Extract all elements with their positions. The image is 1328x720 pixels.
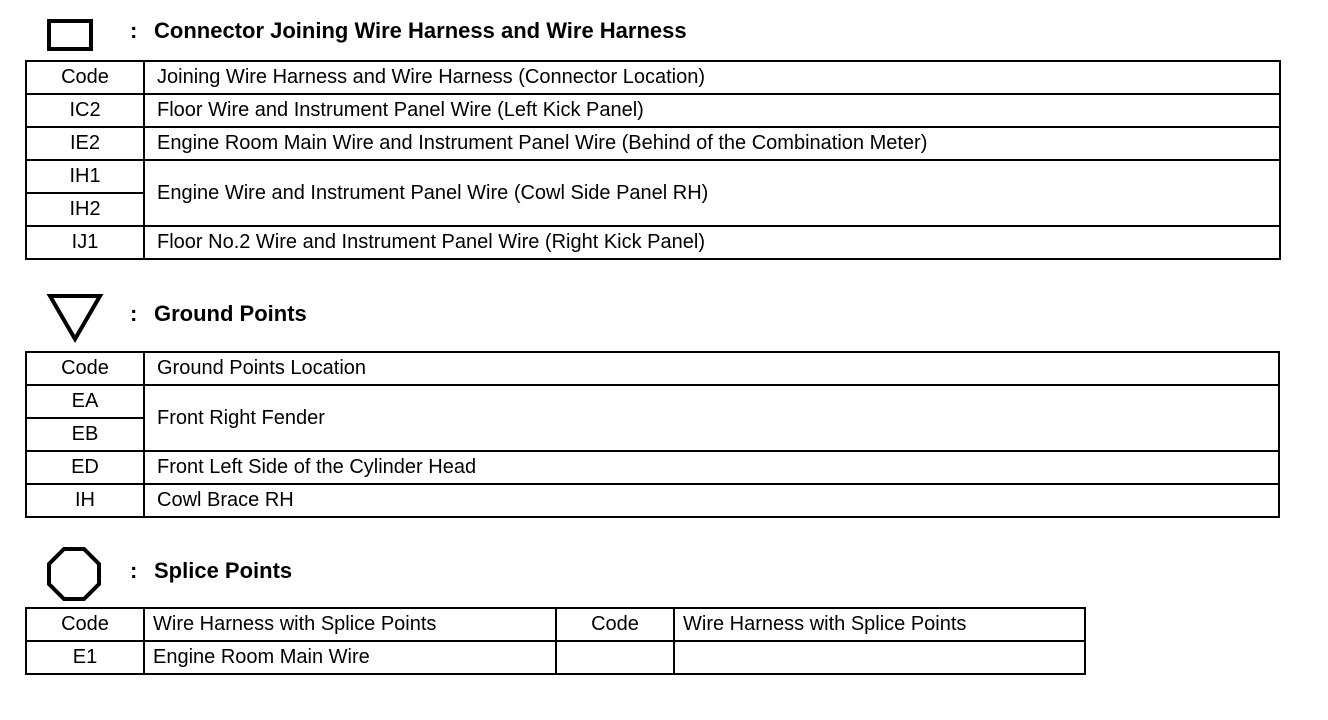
row-description: Front Right Fender [144,385,1279,451]
table-header-row [26,608,1085,641]
row-code: EB [26,418,144,451]
table-row [26,641,1085,674]
connector-square-icon [46,18,94,52]
table-row [26,484,1279,517]
row-description [674,641,1085,674]
table-row [26,94,1280,127]
ground-title-colon: : [130,301,138,326]
row-code: EA [26,385,144,418]
row-description: Engine Room Main Wire and Instrument Panel Wire (Behind of the Combination Meter) [144,127,1280,160]
row-code: IC2 [26,94,144,127]
header-description: Joining Wire Harness and Wire Harness (Connector Location) [144,61,1280,94]
splice-table [25,607,1086,675]
table-row [26,127,1280,160]
row-code [556,641,674,674]
splice-title-text: Splice Points [154,558,293,583]
connector-section-title [130,18,687,44]
header-code: Code [26,608,144,641]
header-code: Code [556,608,674,641]
splice-octagon-icon [46,546,102,602]
header-description: Ground Points Location [144,352,1279,385]
table-row [26,385,1279,418]
header-description: Wire Harness with Splice Points [674,608,1085,641]
table-row [26,160,1280,193]
splice-title-colon: : [130,558,138,583]
table-row [26,226,1280,259]
table-row [26,451,1279,484]
header-code: Code [26,352,144,385]
row-code: IJ1 [26,226,144,259]
header-code: Code [26,61,144,94]
header-description: Wire Harness with Splice Points [144,608,556,641]
connector-table [25,60,1281,260]
row-code: IH2 [26,193,144,226]
row-code: IH1 [26,160,144,193]
ground-section-title [130,301,307,327]
row-description: Engine Room Main Wire [144,641,556,674]
connector-title-colon: : [130,18,138,43]
ground-triangle-icon [46,292,104,344]
row-code: IE2 [26,127,144,160]
row-description: Floor Wire and Instrument Panel Wire (Left Kick Panel) [144,94,1280,127]
row-description: Front Left Side of the Cylinder Head [144,451,1279,484]
splice-section-title [130,558,292,584]
ground-table [25,351,1280,518]
table-header-row [26,61,1280,94]
row-description: Engine Wire and Instrument Panel Wire (Cowl Side Panel RH) [144,160,1280,226]
table-header-row [26,352,1279,385]
connector-title-text: Connector Joining Wire Harness and Wire Harness [154,18,687,43]
row-code: ED [26,451,144,484]
row-description: Floor No.2 Wire and Instrument Panel Wire (Right Kick Panel) [144,226,1280,259]
ground-title-text: Ground Points [154,301,307,326]
row-code: E1 [26,641,144,674]
row-description: Cowl Brace RH [144,484,1279,517]
row-code: IH [26,484,144,517]
